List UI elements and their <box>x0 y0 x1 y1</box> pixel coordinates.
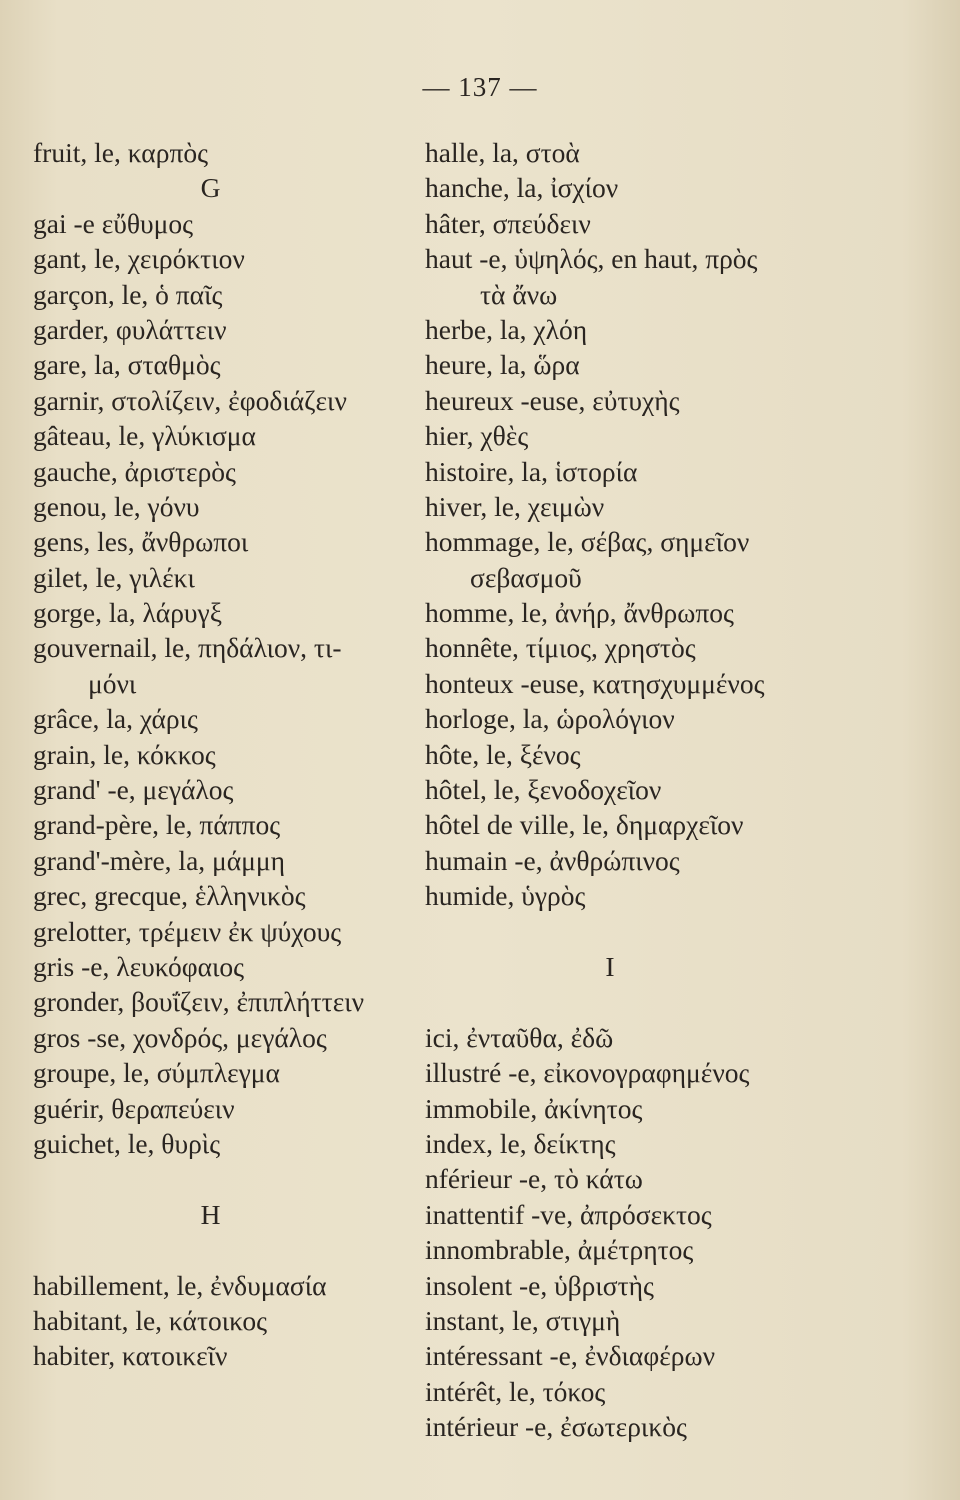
dictionary-entry: intérêt, le, τόκος <box>425 1375 606 1407</box>
dictionary-entry: haut -e, ὑψηλός, en haut, πρὸς <box>425 243 758 275</box>
section-letter: H <box>200 1198 221 1230</box>
dictionary-entry: guérir, θεραπεύειν <box>33 1092 235 1124</box>
dictionary-entry: grâce, la, χάρις <box>33 703 198 735</box>
dictionary-entry: illustré -e, εἰκονογραφημένος <box>425 1057 750 1089</box>
dictionary-entry: fruit, le, καρπὸς <box>33 137 208 168</box>
dictionary-entry: grand-père, le, πάππος <box>33 809 281 841</box>
dictionary-entry: guichet, le, θυρὶς <box>33 1127 221 1159</box>
dictionary-entry: honteux -euse, κατησχυμμένος <box>425 667 765 699</box>
entry-continuation: τὰ ἄνω <box>480 278 558 310</box>
dictionary-entry: grelotter, τρέμειν ἐκ ψύχους <box>33 915 342 947</box>
dictionary-entry: insolent -e, ὑβριστὴς <box>425 1269 654 1301</box>
dictionary-entry: gare, la, σταθμὸς <box>33 349 221 381</box>
dictionary-entry: homme, le, ἀνήρ, ἄνθρωπος <box>425 597 734 629</box>
dictionary-entry: habiter, κατοικεῖν <box>33 1340 228 1372</box>
dictionary-entry: gorge, la, λάρυγξ <box>33 597 222 629</box>
dictionary-entry: histoire, la, ἱστορία <box>425 455 638 487</box>
dictionary-entry: gens, les, ἄνθρωποι <box>33 526 249 558</box>
dictionary-entry: hiver, le, χειμὼν <box>425 490 605 522</box>
dictionary-entry: gâteau, le, γλύκισμα <box>33 420 256 452</box>
dictionary-entry: instant, le, στιγμὴ <box>425 1304 621 1336</box>
dictionary-entry: humain -e, ἀνθρώπινος <box>425 844 680 876</box>
dictionary-entry: index, le, δείκτης <box>425 1127 616 1159</box>
dictionary-entry: gilet, le, γιλέκι <box>33 561 195 593</box>
dictionary-entry: hôtel de ville, le, δημαρχεῖον <box>425 809 744 841</box>
dictionary-entry: grand' -e, μεγάλος <box>33 774 234 806</box>
page-number: — 137 — <box>422 72 538 102</box>
dictionary-entry: hier, χθὲς <box>425 420 529 452</box>
entry-continuation: μόνι <box>88 667 137 699</box>
dictionary-entry: habillement, le, ἐνδυμασία <box>33 1269 327 1301</box>
dictionary-entry: intérieur -e, ἐσωτερικὸς <box>425 1411 687 1443</box>
dictionary-entry: immobile, ἀκίνητος <box>425 1092 643 1124</box>
dictionary-entry: gai -e εὔθυμος <box>33 207 194 239</box>
dictionary-entry: nférieur -e, τὸ κάτω <box>425 1163 643 1195</box>
blank-line <box>425 984 935 1019</box>
dictionary-entry: honnête, τίμιος, χρηστὸς <box>425 632 696 664</box>
section-letter: I <box>605 950 615 982</box>
blank-line <box>33 1232 418 1267</box>
dictionary-entry: heure, la, ὥρα <box>425 349 580 381</box>
dictionary-entry: hâter, σπεύδειν <box>425 207 591 239</box>
dictionary-entry: gant, le, χειρόκτιον <box>33 243 245 275</box>
dictionary-entry: grain, le, κόκκος <box>33 738 216 770</box>
dictionary-entry: hôtel, le, ξενοδοχεῖον <box>425 774 662 806</box>
dictionary-entry: gouvernail, le, πηδάλιον, τι- <box>33 632 342 664</box>
dictionary-entry: hanche, la, ἰσχίον <box>425 172 619 204</box>
left-column <box>33 135 418 1374</box>
dictionary-entry: halle, la, στοὰ <box>425 137 580 168</box>
blank-line <box>33 1161 418 1196</box>
dictionary-entry: horloge, la, ὡρολόγιον <box>425 703 675 735</box>
dictionary-entry: groupe, le, σύμπλεγμα <box>33 1057 280 1089</box>
dictionary-entry: humide, ὑγρὸς <box>425 880 586 912</box>
dictionary-entry: garnir, στολίζειν, ἐφοδιάζειν <box>33 384 347 416</box>
right-column <box>425 135 935 1444</box>
section-letter: G <box>200 172 221 204</box>
dictionary-entry: ici, ἐνταῦθα, ἐδῶ <box>425 1021 614 1053</box>
dictionary-entry: hôte, le, ξένος <box>425 738 581 770</box>
dictionary-entry: hommage, le, σέβας, σημεῖον <box>425 526 750 558</box>
dictionary-entry: innombrable, ἀμέτρητος <box>425 1234 694 1266</box>
dictionary-entry: garçon, le, ὁ παῖς <box>33 278 223 310</box>
dictionary-entry: grand'-mère, la, μάμμη <box>33 844 286 876</box>
blank-line <box>425 914 935 949</box>
dictionary-entry: grec, grecque, ἑλληνικὸς <box>33 880 306 912</box>
dictionary-entry: genou, le, γόνυ <box>33 490 200 522</box>
dictionary-entry: herbe, la, χλόη <box>425 313 588 345</box>
dictionary-entry: gronder, βουΐζειν, ἐπιπλήττειν <box>33 986 365 1018</box>
entry-continuation: σεβασμοῦ <box>470 561 582 593</box>
dictionary-entry: inattentif -ve, ἀπρόσεκτος <box>425 1198 712 1230</box>
dictionary-entry: intéressant -e, ἐνδιαφέρων <box>425 1340 716 1372</box>
dictionary-entry: heureux -euse, εὐτυχὴς <box>425 384 680 416</box>
dictionary-entry: habitant, le, κάτοικος <box>33 1304 268 1336</box>
dictionary-entry: gros -se, χονδρός, μεγάλος <box>33 1021 327 1053</box>
dictionary-entry: garder, φυλάττειν <box>33 313 227 345</box>
dictionary-entry: gauche, ἀριστερὸς <box>33 455 236 487</box>
dictionary-entry: gris -e, λευκόφαιος <box>33 950 245 982</box>
